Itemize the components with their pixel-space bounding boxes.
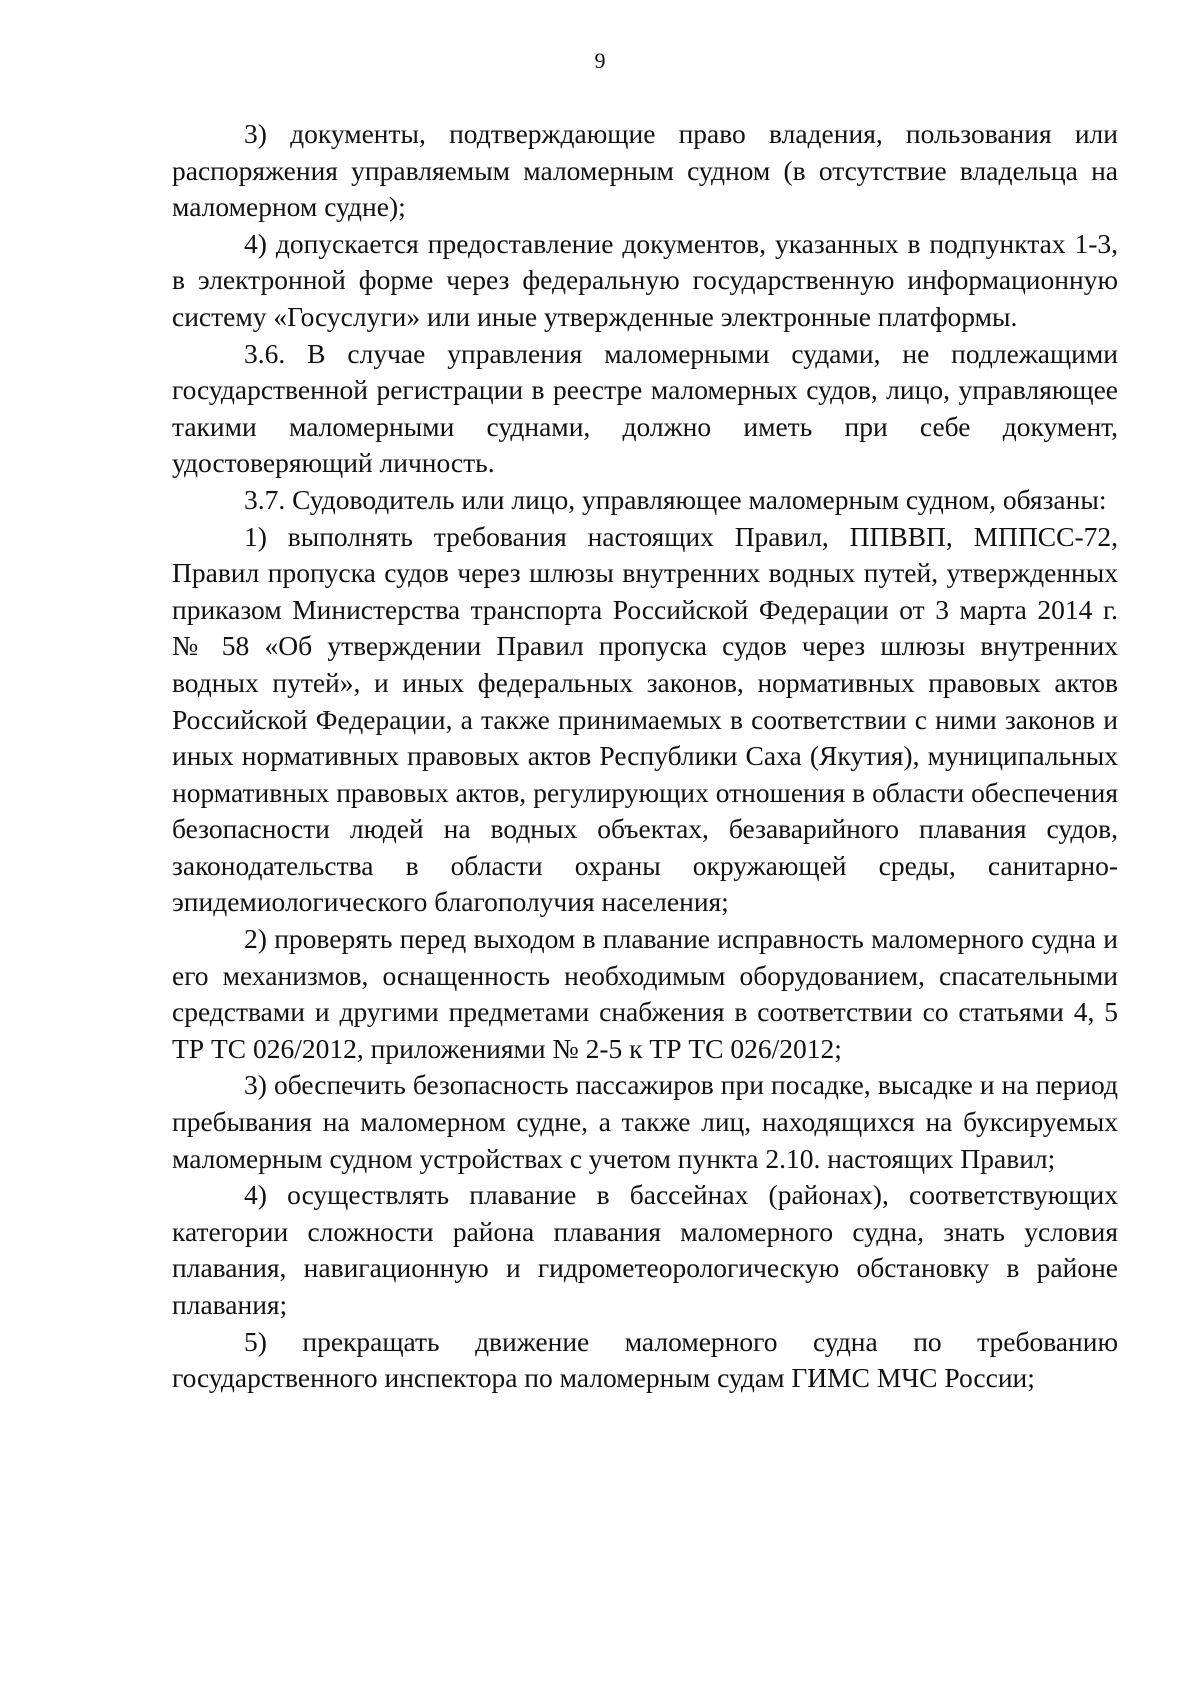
paragraph-obligation-3: 3) обеспечить безопасность пассажиров при посадке, высадке и на период пребывания на маломерном судне, а также лиц, находящихся на буксируемых маломерным судном устройствах с учетом пункта 2.10. настоящих Правил; xyxy=(172,1069,1118,1174)
paragraph-3-6-unregistered-vessels: 3.6. В случае управления маломерными судами, не подлежащими государственной регистрации в реестре маломерных судов, лицо, управляющее такими маломерными суднами, должно иметь при себе документ, удостоверяющий личность. xyxy=(172,337,1118,479)
page-number: 9 xyxy=(594,48,606,73)
paragraph-3-7-obligations: 3.7. Судоводитель или лицо, управляющее маломерным судном, обязаны: xyxy=(244,483,1107,515)
paragraph-obligation-5: 5) прекращать движение маломерного судна по требованию государственного инспектора по маломерным судам ГИМС МЧС России; xyxy=(172,1325,1118,1394)
document-body xyxy=(172,116,1118,1397)
paragraph-3-documents: 3) документы, подтверждающие право владения, пользования или распоряжения управляемым маломерным судном (в отсутствие владельца на маломерном судне); xyxy=(172,118,1118,223)
paragraph-obligation-2: 2) проверять перед выходом в плавание исправность маломерного судна и его механизмов, оснащенность необходимым оборудованием, спасательными средствами и другими предметами снабжения в соответствии со статьями 4, 5 ТР ТС 026/2012, приложениями № 2-5 к ТР ТС 026/2012; xyxy=(172,923,1118,1064)
paragraph-obligation-4: 4) осуществлять плавание в бассейнах (районах), соответствующих категории сложности района плавания маломерного судна, знать условия плавания, навигационную и гидрометеорологическую обстановку в районе плавания; xyxy=(172,1179,1118,1320)
paragraph-obligation-1: 1) выполнять требования настоящих Правил, ППВВП, МППСС-72, Правил пропуска судов через шлюзы внутренних водных путей, утвержденных приказом Министерства транспорта Российской Федерации от 3 марта 2014 г. № 58 «Об утверждении Правил пропуска судов через шлюзы внутренних водных путей», и иных федеральных законов, нормативных правовых актов Российской Федерации, а также принимаемых в соответствии с ними законов и иных нормативных правовых актов Республики Саха (Якутия), муниципальных нормативных правовых актов, регулирующих отношения в области обеспечения безопасности людей на водных объектах, безаварийного плавания судов, законодательства в области охраны окружающей среды, санитарно-эпидемиологического благополучия населения; xyxy=(172,520,1118,918)
paragraph-4-electronic-documents: 4) допускается предоставление документов, указанных в подпунктах 1-3, в электронной форме через федеральную государственную информационную систему «Госуслуги» или иные утвержденные электронные платформы. xyxy=(172,227,1118,332)
